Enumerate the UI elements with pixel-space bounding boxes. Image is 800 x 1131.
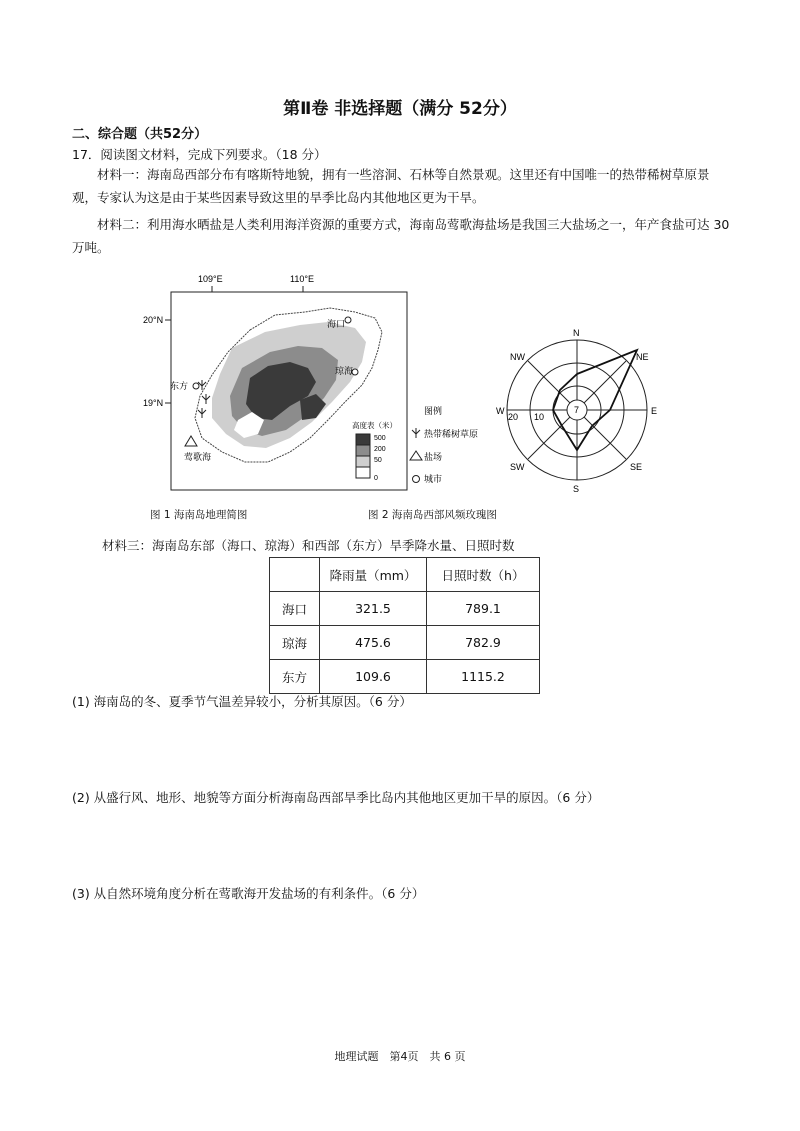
rose-dir-w: W (496, 406, 505, 416)
table-cell: 1115.2 (427, 660, 540, 694)
table-row (270, 660, 540, 694)
lon-109-label: 109°E (198, 274, 223, 284)
figure-2-caption: 图 2 海南岛西部风频玫瑰图 (368, 509, 497, 521)
elev-50: 50 (374, 457, 382, 464)
rose-ring-20: 20 (508, 412, 519, 422)
city-haikou-label: 海口 (327, 319, 346, 329)
lon-110-label: 110°E (290, 274, 314, 284)
legend-city-icon (413, 476, 420, 483)
wind-frequency-polygon (553, 350, 637, 450)
legend-savanna-icon (412, 428, 420, 438)
question-17-stem: 17．阅读图文材料，完成下列要求。（18 分） (72, 147, 327, 162)
rose-calm: 7 (574, 405, 580, 415)
elev-0: 0 (374, 475, 378, 482)
rose-dir-nw: NW (510, 352, 525, 362)
elev-200: 200 (374, 446, 386, 453)
rose-dir-ne: NE (636, 352, 649, 362)
rose-dir-se: SE (630, 462, 643, 472)
page-title: 第Ⅱ卷 非选择题（满分 52分） (283, 99, 517, 119)
map-legend (410, 405, 478, 484)
figures (140, 270, 680, 502)
table-cell: 789.1 (427, 592, 540, 626)
saltfield-marker (185, 436, 197, 446)
table-header-cell (270, 558, 320, 592)
material-three: 材料三：海南岛东部（海口、琼海）和西部（东方）旱季降水量、日照时数 (102, 538, 515, 553)
legend-salt-icon (410, 451, 422, 460)
city-dongfang-marker (193, 383, 199, 389)
table-header-cell: 降雨量（mm） (320, 558, 427, 592)
section-heading: 二、综合题（共52分） (72, 127, 208, 142)
table-cell: 475.6 (320, 626, 427, 660)
table-cell: 东方 (270, 660, 320, 694)
table-header-row (270, 558, 540, 592)
saltfield-label: 莺歌海 (184, 452, 212, 462)
hainan-map (143, 274, 407, 490)
table-row (270, 626, 540, 660)
material-one: 材料一：海南岛西部分布有喀斯特地貌，拥有一些溶洞、石林等自然景观。这里还有中国唯一的热带稀树草原景观，专家认为这是由于某些因素导致这里的旱季比岛内其他地区更为干旱。 (72, 167, 710, 205)
rose-dir-sw: SW (510, 462, 525, 472)
lat-20-label: 20°N (143, 315, 164, 325)
legend-savanna-label: 热带稀树草原 (424, 429, 479, 439)
rose-dir-n: N (573, 328, 580, 338)
city-qionghai-label: 琼海 (335, 366, 354, 376)
data-table (269, 557, 540, 694)
legend-title: 图例 (424, 406, 443, 416)
table-cell: 109.6 (320, 660, 427, 694)
page-footer: 地理试题 第4页 共 6 页 (334, 1050, 466, 1063)
legend-city-label: 城市 (424, 474, 443, 484)
rose-ring-10: 10 (534, 412, 545, 422)
elev-legend-title: 高度表（米） (352, 421, 397, 430)
rose-dir-s: S (573, 484, 580, 494)
question-2: (2) 从盛行风、地形、地貌等方面分析海南岛西部旱季比岛内其他地区更加干旱的原因。（6 分） (72, 790, 600, 805)
figure-1-caption: 图 1 海南岛地理简图 (150, 509, 248, 521)
rose-dir-e: E (651, 406, 658, 416)
legend-salt-label: 盐场 (424, 452, 443, 462)
table-cell: 782.9 (427, 626, 540, 660)
city-haikou-marker (345, 317, 351, 323)
table-cell: 琼海 (270, 626, 320, 660)
question-1: (1) 海南岛的冬、夏季节气温差异较小，分析其原因。（6 分） (72, 694, 412, 709)
table-cell: 321.5 (320, 592, 427, 626)
table-row (270, 592, 540, 626)
wind-rose (496, 328, 657, 494)
table-header-cell: 日照时数（h） (427, 558, 540, 592)
question-3: (3) 从自然环境角度分析在莺歌海开发盐场的有利条件。（6 分） (72, 886, 425, 901)
table-cell: 海口 (270, 592, 320, 626)
material-two: 材料二：利用海水晒盐是人类利用海洋资源的重要方式，海南岛莺歌海盐场是我国三大盐场之一，年产食盐可达 30 万吨。 (72, 217, 730, 255)
elev-500: 500 (374, 435, 386, 442)
lat-19-label: 19°N (143, 398, 164, 408)
city-dongfang-label: 东方 (170, 381, 189, 391)
